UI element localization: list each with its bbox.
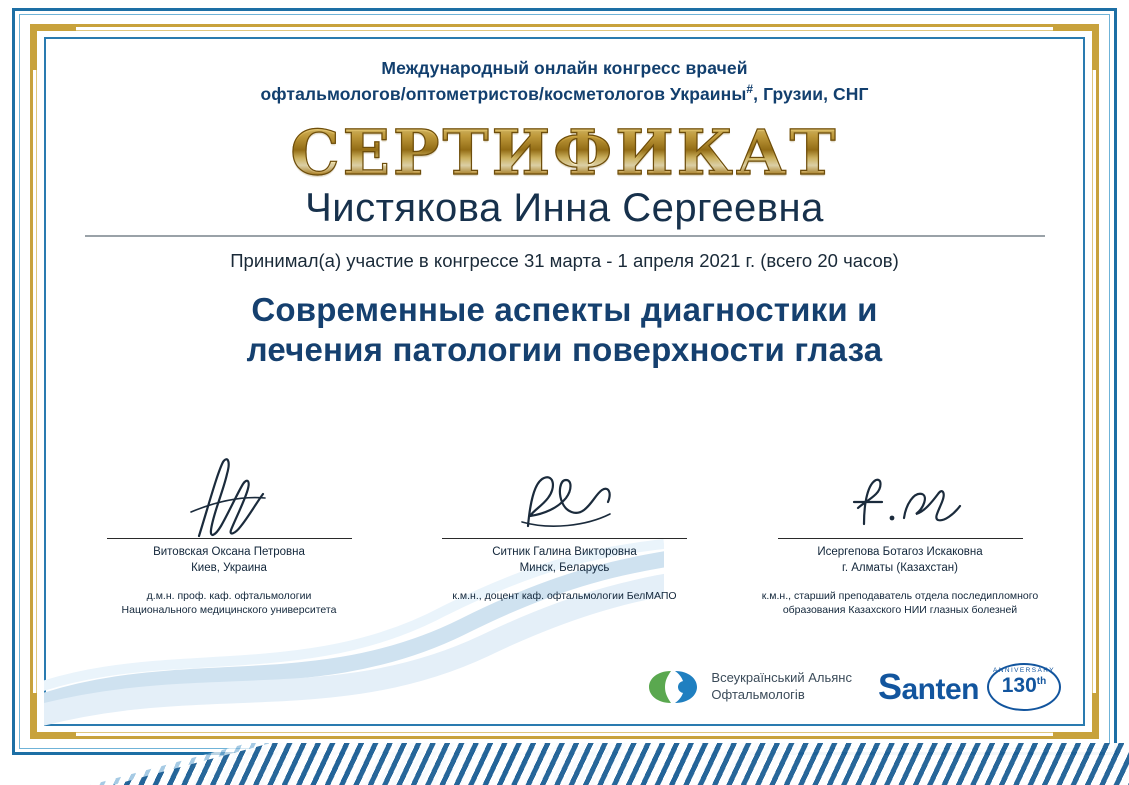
- signatory-name: [410, 545, 720, 576]
- congress-title-line1: Международный онлайн конгресс врачей: [381, 58, 748, 78]
- signatory-name-line1: Витовская Оксана Петровна: [153, 546, 305, 558]
- alliance-emblem-icon: [645, 665, 701, 709]
- anniversary-label: ANNIVERSARY: [993, 667, 1055, 674]
- handwritten-signature-icon: [500, 464, 630, 544]
- signatory-role-line1: к.м.н., старший преподаватель отдела последипломного: [761, 590, 1039, 603]
- congress-title-line2-b: , Грузии, СНГ: [753, 84, 869, 105]
- congress-title-line2: [56, 81, 1073, 107]
- signature-mark-1: [74, 466, 384, 538]
- anniversary-number: [987, 675, 1061, 696]
- signatory-city: Минск, Беларусь: [519, 561, 610, 574]
- course-topic-line2: лечения патологии поверхности глаза: [246, 330, 883, 368]
- anniversary-badge: [987, 663, 1061, 711]
- anniversary-number-suffix: th: [1036, 676, 1047, 687]
- course-topic: [56, 290, 1073, 371]
- alliance-name-line1: Всеукраїнський Альянс: [711, 670, 852, 686]
- signatures-row: [56, 466, 1073, 617]
- certificate-heading: СЕРТИФИКАТ: [56, 122, 1073, 184]
- recipient-name-field: [85, 186, 1045, 237]
- signatory-role: [745, 589, 1055, 617]
- santen-wordmark-rest: anten: [901, 673, 979, 706]
- congress-title: [56, 56, 1073, 108]
- course-topic-line1: Современные аспекты диагностики и: [251, 290, 878, 328]
- anniversary-number-value: 130: [1001, 674, 1037, 697]
- signature-mark-2: [410, 466, 720, 538]
- signature-mark-3: [745, 466, 1055, 538]
- signatory-name: [74, 545, 384, 576]
- signatory-role-line2: образования Казахского НИИ глазных болезней: [782, 604, 1018, 617]
- certificate-content: [56, 48, 1073, 715]
- signatory-role-line2: Национального медицинского университета: [121, 604, 337, 617]
- handwritten-signature-icon: [830, 468, 970, 544]
- santen-wordmark-s: S: [877, 666, 902, 707]
- signatory-role-line1: к.м.н., доцент каф. офтальмологии БелМАПО: [452, 590, 677, 603]
- santen-wordmark: [878, 666, 979, 708]
- signatory-name: [745, 545, 1055, 576]
- santen-logo: [878, 663, 1061, 711]
- signature-block: [74, 466, 384, 617]
- footer-logos: [645, 663, 1061, 711]
- signatory-role-line1: д.м.н. проф. каф. офтальмологии: [146, 590, 312, 603]
- participation-statement: Принимал(а) участие в конгрессе 31 марта - 1 апреля 2021 г. (всего 20 часов): [230, 249, 899, 271]
- signatory-name-line1: Исергепова Ботагоз Искаковна: [817, 546, 983, 558]
- alliance-name-line2: Офтальмологів: [711, 687, 805, 702]
- congress-title-footnote-marker: #: [746, 82, 754, 97]
- alliance-logo: [645, 665, 852, 709]
- signatory-name-line1: Ситник Галина Викторовна: [492, 546, 637, 558]
- recipient-name: Чистякова Инна Сергеевна: [305, 185, 824, 230]
- signatory-role: [74, 589, 384, 617]
- signatory-city: г. Алматы (Казахстан): [842, 561, 958, 574]
- signatory-city: Киев, Украина: [191, 561, 267, 574]
- congress-title-line2-a: офтальмологов/оптометристов/косметологов Украины: [260, 84, 747, 105]
- handwritten-signature-icon: [169, 454, 289, 544]
- alliance-name: [711, 670, 852, 704]
- signature-block: [410, 466, 720, 617]
- signature-block: [745, 466, 1055, 617]
- signatory-role: [410, 589, 720, 603]
